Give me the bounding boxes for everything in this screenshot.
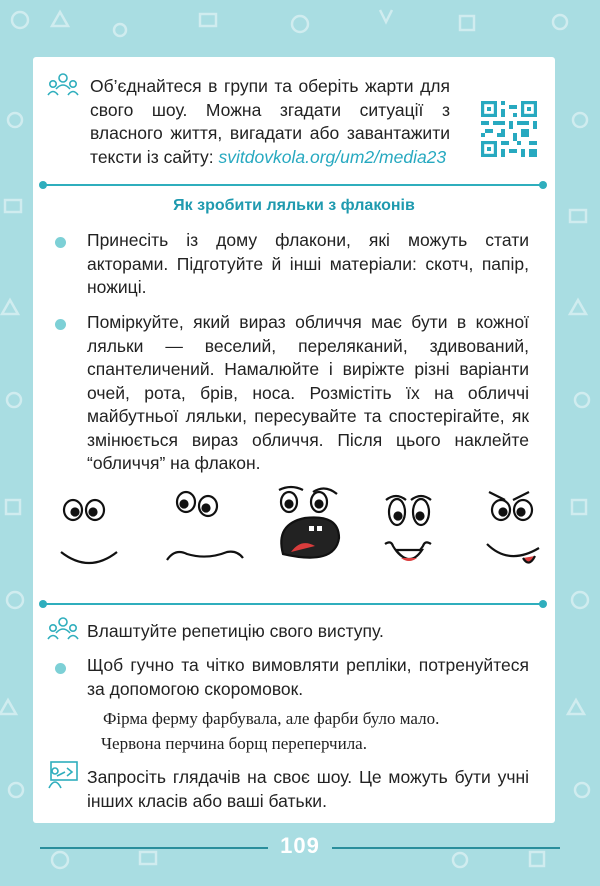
content-card — [33, 57, 555, 823]
invite-text: Запросіть глядачів на своє шоу. Це можуть бути учні інших класів або ваші батьки. — [87, 767, 529, 811]
tongue-twister: Червона перчина борщ переперчила. — [101, 734, 367, 753]
faces-illustration — [51, 482, 541, 592]
qr-code[interactable] — [481, 101, 537, 157]
step-2: Поміркуйте, який вираз обличчя має бути в кожної ляльки — веселий, переляканий, здивований, спантеличений. Намалюйте і виріжте різні варіанти очей, рота, брів, носа. Розмістіть їх на обличчі майбутньої ляльки, пересувайте та спостерігайте, як змінюється вираз обличчя. Після цього наклейте “обличчя” на флакон. — [87, 312, 529, 473]
site-link[interactable]: svitdovkola.org/um2/media23 — [218, 146, 447, 167]
bullet-dot — [55, 663, 66, 674]
group-icon — [47, 615, 79, 643]
section-title: Як зробити ляльки з флаконів — [173, 197, 415, 214]
rehearsal-tip: Щоб гучно та чітко вимовляти репліки, потренуйтеся за допомогою скоромовок. — [87, 655, 529, 699]
divider-bottom — [43, 603, 543, 605]
presentation-icon — [47, 760, 79, 790]
step-1: Принесіть із дому флакони, які можуть стати акторами. Підготуйте й інші матеріали: скотч, папір, ножиці. — [87, 230, 529, 297]
rehearsal-text: Влаштуйте репетицію свого виступу. — [87, 621, 384, 641]
tongue-twister: Фірма ферму фарбувала, але фарби було мало. — [103, 709, 440, 728]
page-number: 109 — [280, 833, 320, 858]
group-icon — [47, 71, 79, 99]
bullet-dot — [55, 237, 66, 248]
divider-top — [43, 184, 543, 186]
bullet-dot — [55, 319, 66, 330]
intro-text: Об’єднайтеся в групи та оберіть жарти для свого шоу. Можна згадати ситуації з власного життя, вигадати або завантажити тексти із сайту: svitdovkola.org/um2/media23 — [90, 76, 450, 167]
